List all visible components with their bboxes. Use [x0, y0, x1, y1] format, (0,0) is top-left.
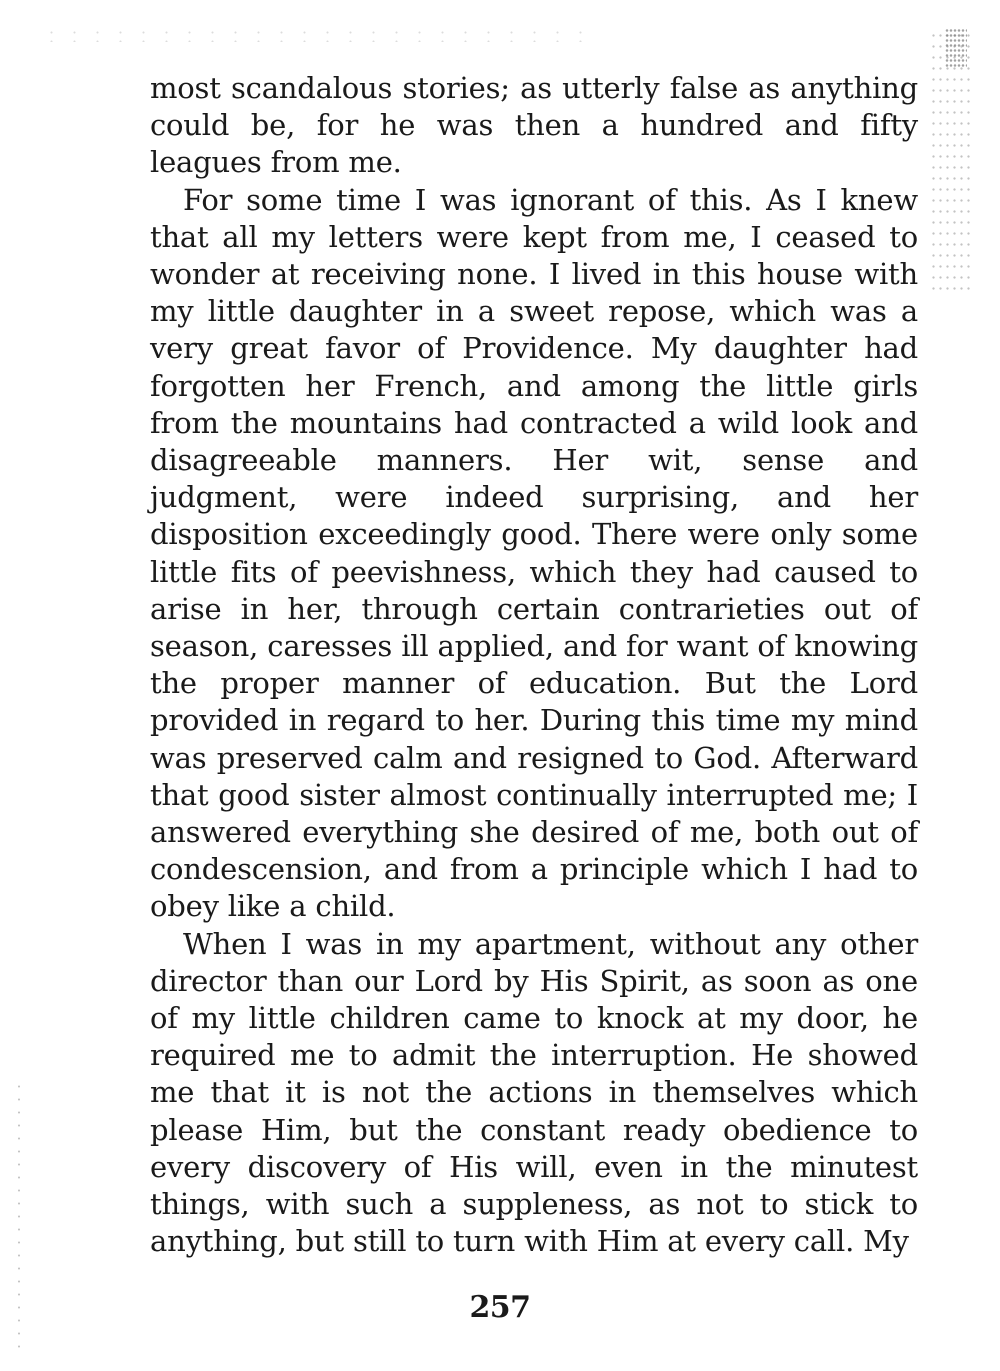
page-number: 257	[469, 1290, 531, 1325]
body-text	[150, 70, 918, 1261]
scan-noise-top	[40, 28, 600, 42]
paragraph: For some time I was ignorant of this. As I knew that all my letters were kept from me, I ceased to wonder at receiving none. I lived in this house with my little daughter in a sweet repose, which was a very great favor of Providence. My daughter had forgotten her French, and among the little girls from the mountains had contracted a wild look and disagreeable manners. Her wit, sense and judgment, were indeed surprising, and her disposition exceedingly good. There were only some little fits of peevishness, which they had caused to arise in her, through certain contrarieties out of season, caresses ill applied, and for want of knowing the proper manner of education. But the Lord provided in regard to her. During this time my mind was preserved calm and resigned to God. Afterward that good sister almost continually interrupted me; I answered everything she desired of me, both out of condescension, and from a principle which I had to obey like a child.	[150, 182, 918, 924]
paragraph-continued: most scandalous stories; as utterly false as anything could be, for he was then a hundred and fifty leagues from me.	[150, 71, 918, 180]
paragraph: When I was in my apartment, without any other director than our Lord by His Spirit, as soon as one of my little children came to knock at my door, he required me to admit the interruption. He showed me that it is not the actions in themselves which please Him, but the constant ready obedience to every discovery of His will, even in the minutest things, with such a suppleness, as not to stick to anything, but still to turn with Him at every call. My	[150, 926, 918, 1259]
scan-noise-right-margin	[930, 30, 970, 290]
